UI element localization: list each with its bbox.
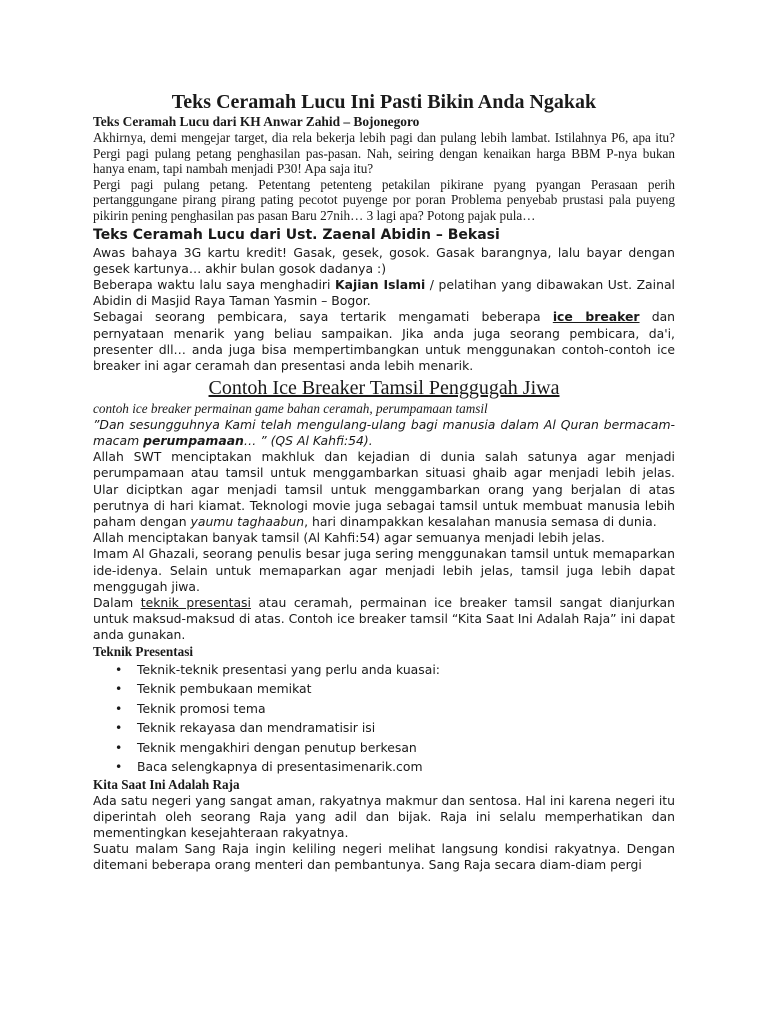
list-item: • Teknik promosi tema [137,699,675,719]
list-item: • Baca selengkapnya di presentasimenarik.com [137,757,675,777]
paragraph: Sebagai seorang pembicara, saya tertarik mengamati beberapa ice breaker dan pernyataan menarik yang beliau sampaikan. Jika anda juga seorang pembicara, da'i, presenter dll… anda juga bisa mempertimbangkan untuk menggunakan contoh-contoh ice breaker ini agar ceramah dan presentasi anda lebih menarik. [93,309,676,373]
paragraph: Awas bahaya 3G kartu kredit! Gasak, gesek, gosok. Gasak barangnya, lalu bayar dengan gesek kartunya… akhir bulan gosok dadanya :) [93,244,675,276]
list-item: • Teknik rekayasa dan mendramatisir isi [137,718,675,738]
teknik-list [93,660,675,777]
section-title-ice-breaker: Contoh Ice Breaker Tamsil Penggugah Jiwa [208,377,560,400]
paragraph: Allah menciptakan banyak tamsil (Al Kahfi:54) agar semuanya menjadi lebih jelas. [93,530,605,546]
paragraph: Beberapa waktu lalu saya menghadiri Kajian Islami / pelatihan yang dibawakan Ust. Zainal Abidin di Masjid Raya Taman Yasmin – Bogor. [93,276,675,309]
list-item: • Teknik pembukaan memikat [137,679,675,699]
paragraph: Dalam teknik presentasi atau ceramah, permainan ice breaker tamsil sangat dianjurkan untuk maksud-maksud di atas. Contoh ice breaker tamsil “Kita Saat Ini Adalah Raja” ini dapat anda gunakan. [93,595,675,643]
teknik-presentasi-heading: Teknik Presentasi [93,643,194,659]
paragraph: Akhirnya, demi mengejar target, dia rela bekerja lebih pagi dan pulang lebih lambat. Istilahnya P6, apa itu? Pergi pagi pulang petang penghasilan pas-pasan. Nah, seiring dengan kenaikan harga BBM P-nya bukan hanya enam, tapi nambah menjadi P30! Apa saja itu? [93,130,675,177]
ice-breaker-link[interactable]: ice breaker [552,309,640,325]
teknik-presentasi-link[interactable]: teknik presentasi [140,595,251,611]
paragraph: Allah SWT menciptakan makhluk dan kejadian di dunia salah satunya agar menjadi perumpamaan atau tamsil untuk menggambarkan situasi ghaib agar menjadi lebih jelas. Ular diciptkan agar menjadi tamsil untuk menggambarkan orang yang berjalan di atas perutnya di hari kiamat. Teknologi movie juga sebagai tamsil untuk membuat manusia lebih paham dengan yaumu taghaabun, hari dinampakkan kesalahan manusia semasa di dunia. [93,449,675,529]
section-subtitle: contoh ice breaker permainan game bahan ceramah, perumpamaan tamsil [93,401,488,417]
paragraph: Imam Al Ghazali, seorang penulis besar juga sering menggunakan tamsil untuk memaparkan ide-idenya. Selain untuk memaparkan agar menjadi lebih jelas, tamsil juga lebih dapat menggugah jiwa. [93,546,675,594]
quote: ”Dan sesungguhnya Kami telah mengulang-ulang bagi manusia dalam Al Quran bermacam-macam perumpamaan… ” (QS Al Kahfi:54). [93,416,675,448]
list-item: • Teknik-teknik presentasi yang perlu anda kuasai: [137,660,675,680]
bold-text-kajian-islami: Kajian Islami [334,276,426,292]
paragraph: Suatu malam Sang Raja ingin keliling negeri melihat langsung kondisi rakyatnya. Dengan ditemani beberapa orang menteri dan pembantunya. Sang Raja secara diam-diam pergi [93,841,675,873]
section-heading-anwar-zahid: Teks Ceramah Lucu dari KH Anwar Zahid – Bojonegoro [93,114,420,129]
paragraph: Ada satu negeri yang sangat aman, rakyatnya makmur dan sentosa. Hal ini karena negeri itu diperintah oleh seorang Raja yang adil dan bijak. Raja ini selalu memperhatikan dan mementingkan kesejahteraan rakyatnya. [93,792,675,841]
section-heading-zaenal-abidin: Teks Ceramah Lucu dari Ust. Zaenal Abidin – Bekasi [93,226,500,243]
list-item: • Teknik mengakhiri dengan penutup berkesan [137,738,675,758]
document-page [93,90,675,874]
raja-heading: Kita Saat Ini Adalah Raja [93,776,240,792]
document-title: Teks Ceramah Lucu Ini Pasti Bikin Anda Ngakak [171,91,597,113]
paragraph: Pergi pagi pulang petang. Petentang petenteng petakilan pikirane pyang pyangan Perasaan perih pertanggungane pirang pirang pating pecotot puyenge por poran Problema penyebab prustasi pala puyeng pikirin pening penghasilan pas pasan Baru 27nih… 3 lagi apa? Potong pajak pula… [93,176,675,223]
